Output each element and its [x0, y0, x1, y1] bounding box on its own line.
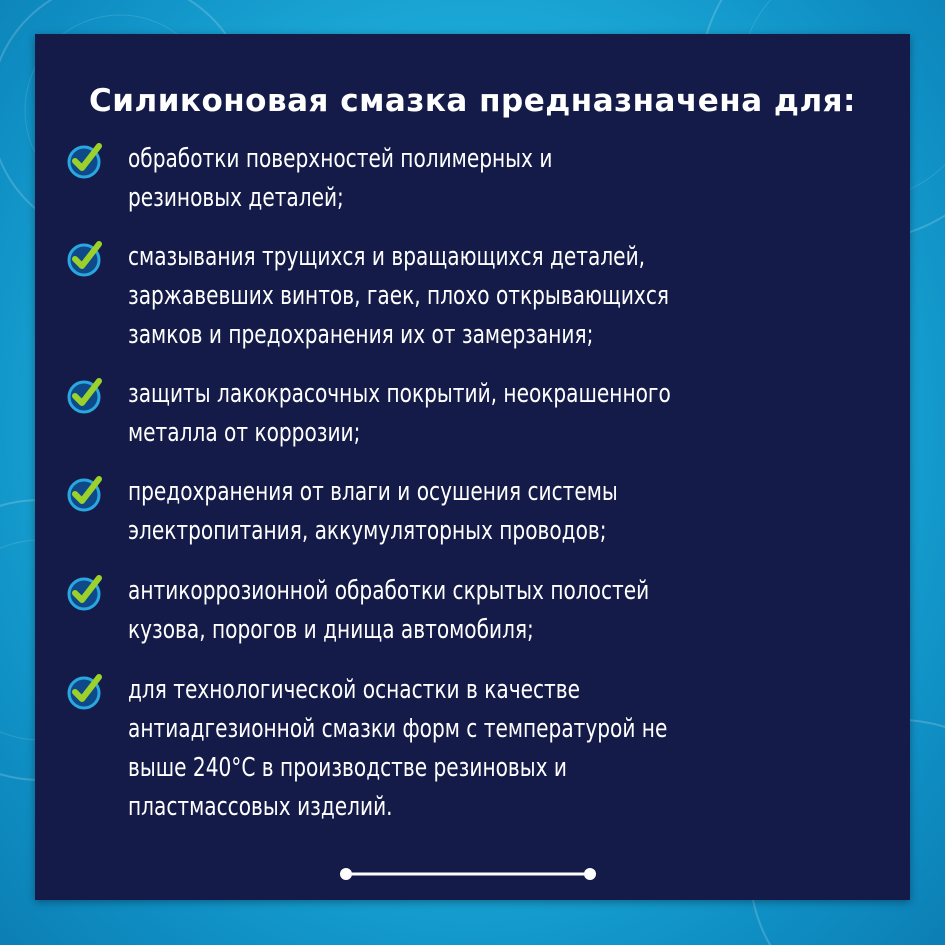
list-item-line: пластмассовых изделий. — [128, 792, 393, 822]
list-item-line: электропитания, аккумуляторных проводов; — [128, 516, 607, 546]
list-item-text — [128, 238, 782, 355]
content-card — [35, 34, 910, 900]
list-item-line: замков и предохранения их от замерзания; — [128, 320, 594, 350]
check-circle-icon — [64, 572, 104, 612]
page-title: Силиконовая смазка предназначена для: — [89, 83, 856, 119]
list-item-line: кузова, порогов и днища автомобиля; — [128, 615, 534, 645]
check-circle-icon — [64, 375, 104, 415]
list-item-line: выше 240°C в производстве резиновых и — [128, 753, 568, 783]
list-item-text — [128, 140, 782, 218]
list-item-line: защиты лакокрасочных покрытий, неокрашенного — [128, 379, 671, 409]
check-circle-icon — [64, 473, 104, 513]
list-item-line: обработки поверхностей полимерных и — [128, 144, 553, 174]
check-circle-icon — [64, 140, 104, 180]
check-circle-icon — [64, 238, 104, 278]
list-item-line: предохранения от влаги и осушения системы — [128, 477, 618, 507]
check-circle-icon — [64, 671, 104, 711]
list-item-line: смазывания трущихся и вращающихся деталей, — [128, 242, 646, 272]
list-item-text — [128, 572, 782, 650]
usage-list — [35, 34, 910, 900]
list-item-line: антикоррозионной обработки скрытых полостей — [128, 576, 650, 606]
list-item-line: заржавевших винтов, гаек, плохо открывающихся — [128, 281, 669, 311]
list-item-text — [128, 473, 782, 551]
list-item-line: антиадгезионной смазки форм с температурой не — [128, 714, 668, 744]
decorative-divider — [338, 866, 598, 882]
list-item-line: для технологической оснастки в качестве — [128, 675, 580, 705]
list-item-text — [128, 671, 782, 827]
list-item-line: резиновых деталей; — [128, 183, 344, 213]
list-item-text — [128, 375, 782, 453]
list-item-line: металла от коррозии; — [128, 418, 361, 448]
